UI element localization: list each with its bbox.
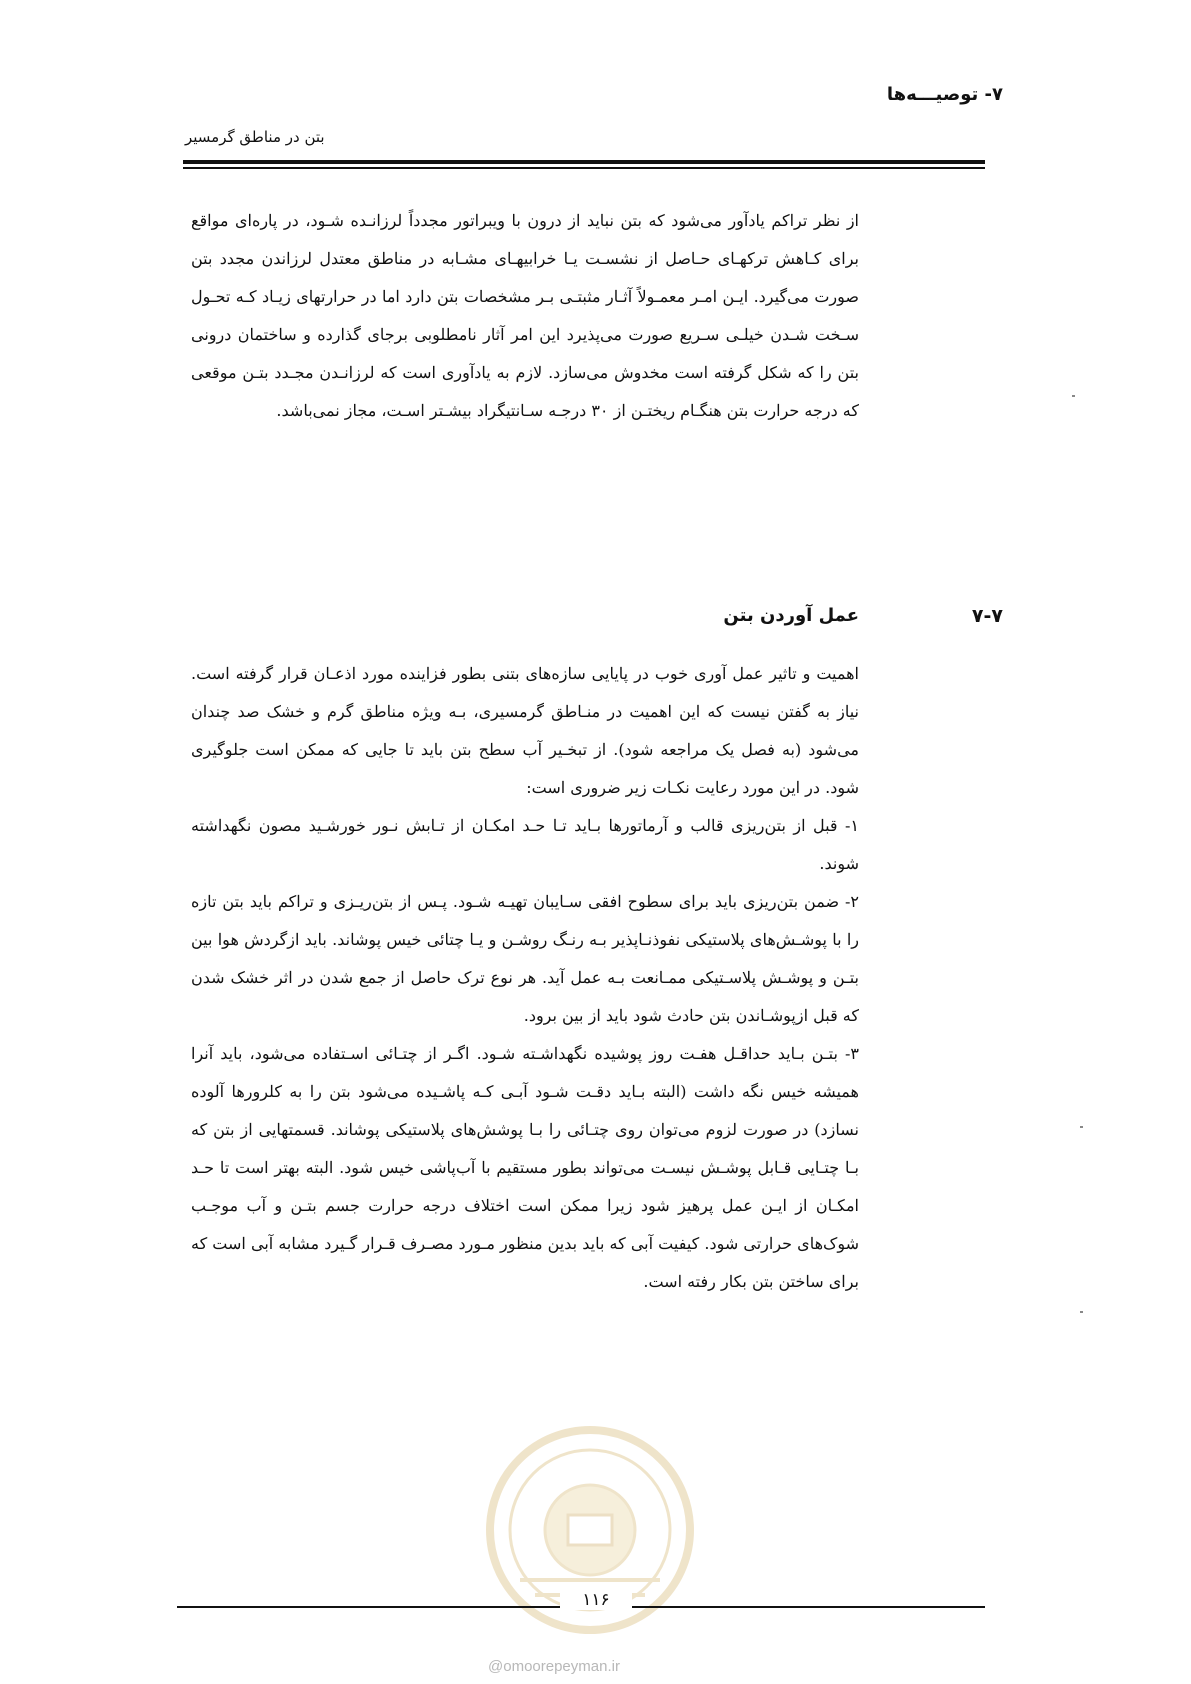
margin-mark [1080,1311,1083,1313]
book-title: بتن در مناطق گرمسیر [185,128,325,146]
margin-mark [1080,1126,1083,1128]
header-rule-thick [183,160,985,164]
paragraph-recompaction: از نظر تراکم یادآور می‌شود که بتن نباید از درون با ویبراتور مجدداً لرزانـده شـود، در پاره‌ای مواقع برای کـاهش ترکهـای حـاصل از نشسـت یـا خرابیهـای مشـابه در مناطق معتدل لرزاندن مجدد بتن صورت می‌گیرد. ایـن امـر معمـولاً آثـار مثبتـی بـر مشخصات بتن دارد اما در حرارتهای زیـاد کـه تحـول سـخت شـدن خیلـی سـریع صورت می‌پذیرد این امر آثار نامطلوبی برجای گذارده و ساختمان درونی بتن را که شکل گرفته است مخدوش می‌سازد. لازم به یادآوری است که لرزانـدن مجـدد بتـن موقعی که درجه حرارت بتن هنگـام ریختـن از ۳۰ درجـه سـانتیگراد بیشـتر اسـت، مجاز نمی‌باشد. [191,211,859,420]
page-number: ۱۱۶ [560,1590,632,1610]
body-block-1 [191,202,859,430]
margin-mark [1072,395,1075,397]
watermark-text: @omoorepeyman.ir [488,1658,620,1675]
running-head: ۷- توصیـــه‌ها [886,84,1003,105]
list-item-1: ۱- قبل از بتن‌ریزی قالب و آرماتورها بـاید تـا حـد امکـان از تـابش نـور خورشـید مصون نگهداشته شوند. [191,816,859,873]
body-block-2 [191,655,859,1301]
paragraph-curing-intro: اهمیت و تاثیر عمل آوری خوب در پایایی سازه‌های بتنی بطور فزاینده مورد اذعـان قرار گرفته است. نیاز به گفتن نیست که این اهمیت در منـاطق گرمسیری، بـه ویژه مناطق گرم و خشک صد چندان می‌شود (به فصل یک مراجعه شود). از تبخـیر آب سطح بتن باید تا جایی که ممکن است جلوگیری شود. در این مورد رعایت نکـات زیر ضروری است: [191,664,859,797]
section-number: ۷-۷ [971,605,1003,627]
list-item-2: ۲- ضمن بتن‌ریزی باید برای سطوح افقی سـایبان تهیـه شـود. پـس از بتن‌ریـزی و تراکم باید بتن تازه را با پوشـش‌های پلاستیکی نفوذنـاپذیر بـه رنـگ روشـن و یـا چتائی خیس پوشاند. باید ازگردش هوا بین بتـن و پوشـش پلاسـتیکی ممـانعت بـه عمل آید. هر نوع ترک حاصل از جمع شدن در اثر خشک شدن که قبل ازپوشـاندن بتن حادث شود باید از بین برود. [191,892,859,1025]
header-rule-thin [183,167,985,169]
list-item-3: ۳- بتـن بـاید حداقـل هفـت روز پوشیده نگهداشـته شـود. اگـر از چتـائی اسـتفاده می‌شود، باید آنرا همیشه خیس نگه داشت (البته بـاید دقـت شـود آبـی کـه پاشـیده می‌شود بتن را به کلرورها آلوده نسازد) در صورت لزوم می‌توان روی چتـائی را بـا پوشش‌های پلاستیکی پوشاند. قسمتهایی از بتن که بـا چتـایی قـابل پوشـش نیسـت می‌تواند بطور مستقیم با آب‌پاشی خیس شود. البته بهتر است تا حـد امکـان از ایـن عمل پرهیز شود زیرا ممکن است اختلاف درجه حرارت جسم بتـن و آب موجـب شوک‌های حرارتی شود. کیفیت آبی که باید بدین منظور مـورد مصـرف قـرار گـیرد مشابه آبی است که برای ساختن بتن بکار رفته است. [191,1044,860,1291]
section-title: عمل آوردن بتن [723,605,859,626]
